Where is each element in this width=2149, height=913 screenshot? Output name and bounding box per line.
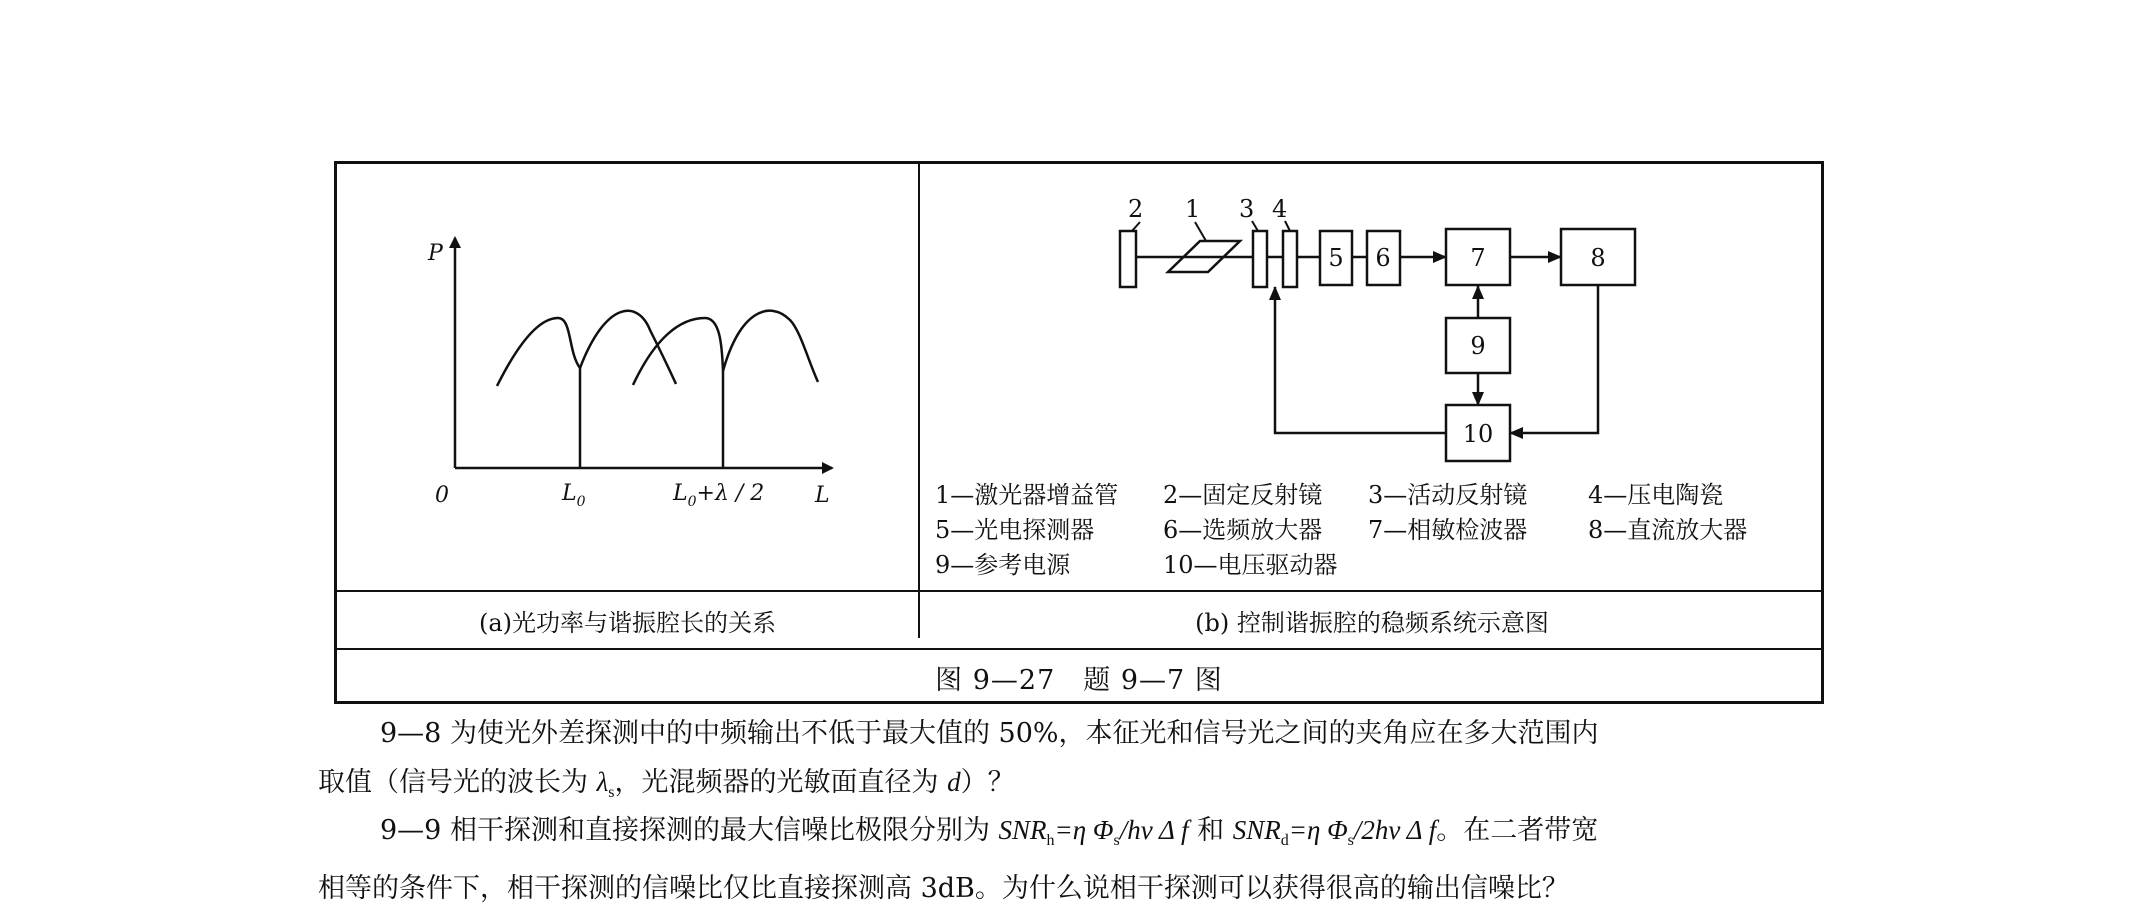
block-9-label: 9 [1470, 332, 1486, 360]
problem-9-8-line2: 取值（信号光的波长为 $\lambda_s$，光混频器的光敏面直径为 d）？ [318, 767, 1015, 801]
block-8-label: 8 [1590, 244, 1606, 272]
problem-9-8-line1: 9—8 为使光外差探测中的中频输出不低于最大值的 50%，本征光和信号光之间的夹角应在多大范围内 [380, 718, 1599, 749]
label-1: 1 [1185, 195, 1201, 223]
block-10-label: 10 [1462, 420, 1494, 448]
problem-9-9 [318, 806, 1838, 913]
origin-label: 0 [435, 483, 449, 508]
legend-row [935, 513, 1815, 548]
x-axis-label: L [815, 483, 830, 508]
label-2: 2 [1128, 195, 1144, 223]
panel-b-legend [935, 478, 1815, 583]
block-7-label: 7 [1470, 244, 1486, 272]
piezo-4 [1283, 231, 1297, 287]
legend-item-1: 1—激光器增益管 [935, 481, 1119, 509]
block-5-label: 5 [1328, 244, 1344, 272]
legend-item-8: 8—直流放大器 [1588, 516, 1748, 544]
mirror-2 [1120, 231, 1136, 287]
legend-item-4: 4—压电陶瓷 [1588, 481, 1724, 509]
legend-item-7: 7—相敏检波器 [1368, 516, 1528, 544]
legend-item-5: 5—光电探测器 [935, 516, 1095, 544]
problem-9-9-line1: 9—9 相干探测和直接探测的最大信噪比极限分别为 $SNR_h=\eta$ $\Phi_s/h\nu$ Δ f 和 $SNR_d=\eta$ $\Phi_s/2h\nu$ Δ f。在二者带宽 [380, 815, 1599, 849]
label-3: 3 [1239, 195, 1255, 223]
caption-a: (a)光功率与谐振腔长的关系 [478, 608, 777, 637]
tick-l0: $L_0$ [562, 481, 586, 510]
legend-item-2: 2—固定反射镜 [1163, 481, 1323, 509]
legend-row [935, 548, 1815, 583]
problem-9-8 [318, 710, 1838, 817]
legend-item-6: 6—选频放大器 [1163, 516, 1323, 544]
figure-title: 图 9—27 题 9—7 图 [935, 664, 1223, 696]
y-axis-label: P [428, 241, 443, 266]
tick-l0-lambda: $L_0+\lambda / 2$ [673, 481, 765, 510]
label-4: 4 [1272, 195, 1288, 223]
problem-9-9-line2: 相等的条件下，相干探测的信噪比仅比直接探测高 3dB。为什么说相干探测可以获得很高的输出信噪比？ [318, 873, 1569, 904]
legend-item-10: 10—电压驱动器 [1163, 551, 1338, 579]
legend-row [935, 478, 1815, 513]
mirror-3 [1253, 231, 1267, 287]
legend-item-3: 3—活动反射镜 [1368, 481, 1528, 509]
block-6-label: 6 [1375, 244, 1391, 272]
legend-item-9: 9—参考电源 [935, 551, 1071, 579]
caption-b: (b) 控制谐振腔的稳频系统示意图 [1195, 608, 1549, 637]
